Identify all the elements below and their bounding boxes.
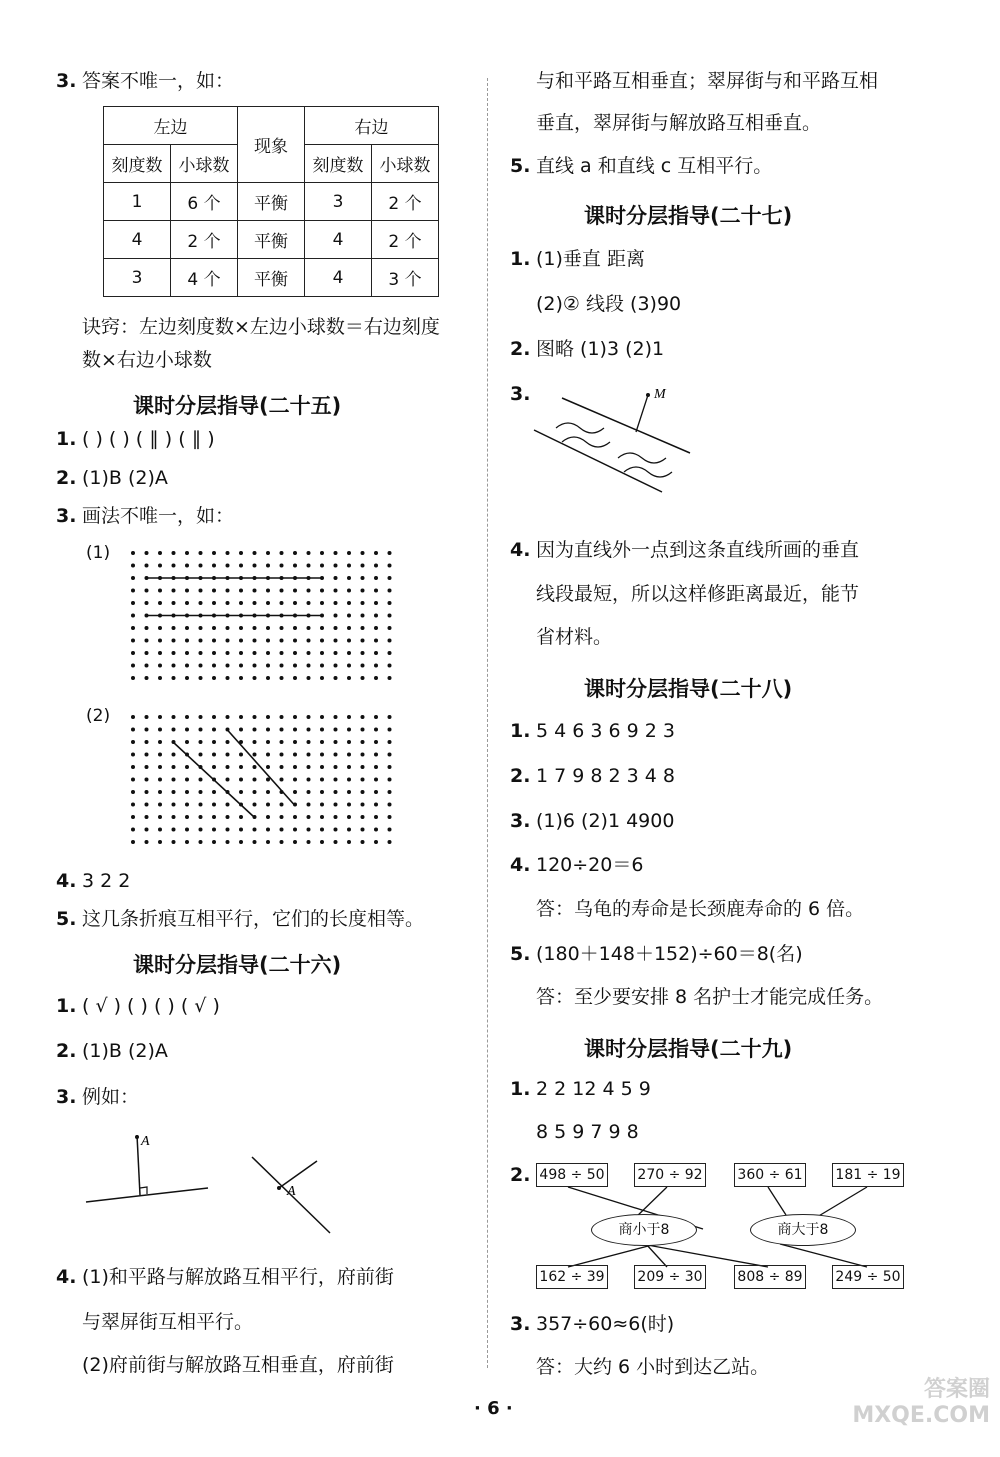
q4-answer: 答：乌龟的寿命是长颈鹿寿命的 6 倍。 [536,898,865,920]
expression-box: 360 ÷ 61 [734,1163,806,1187]
q4-answers: 3 2 2 [82,870,131,892]
q5-equation: (180＋148＋152)÷60＝8(名) [536,943,803,965]
table-cell: 6 个 [171,183,238,221]
table-cell: 4 个 [171,259,238,297]
quotient-less-than-8: 商小于8 [591,1214,697,1246]
q1-answers-line-2: (2)② 线段 (3)90 [536,293,682,315]
q1-number: 1. [56,428,77,450]
q1-number: 1. [56,995,77,1017]
q3-text: 画法不唯一，如： [82,505,235,527]
point-a-label: A [141,1134,150,1149]
q1-answers: ( ) ( ) ( ∥ ) ( ∥ ) [82,428,215,450]
q4-number: 4. [56,1266,77,1288]
expression-box: 162 ÷ 39 [536,1265,608,1289]
table-cell: 平衡 [238,183,305,221]
expression-box: 181 ÷ 19 [832,1163,904,1187]
table-cell: 3 [305,183,372,221]
table-cell: 4 [104,221,171,259]
dot-grid-parallel-diagonal [128,712,398,847]
q3-number: 3. [56,505,77,527]
sub-label-1: (1) [86,543,111,563]
point-a-label: A [287,1184,296,1199]
expression-box: 249 ÷ 50 [832,1265,904,1289]
q1-number: 1. [510,720,531,742]
q1-answers-line-2: 8 5 9 7 9 8 [536,1121,639,1143]
table-cell: 平衡 [238,259,305,297]
q1-answers: 2 2 12 4 5 9 [536,1078,651,1100]
q2-number: 2. [510,338,531,360]
q1-answers: ( √ ) ( ) ( ) ( √ ) [82,995,220,1017]
table-cell: 3 个 [372,259,439,297]
table-header-phenomenon: 现象 [238,107,305,183]
q5-number: 5. [510,943,531,965]
q5-answer: 直线 a 和直线 c 互相平行。 [536,155,773,177]
point-m-label: M [654,387,666,402]
q3-text: 例如： [82,1086,140,1108]
q4-line-3: (2)府前街与解放路互相垂直，府前街 [82,1354,394,1376]
q4-number: 4. [510,854,531,876]
q3-equation: 357÷60≈6(时) [536,1313,675,1335]
section-heading-27: 课时分层指导(二十七) [584,204,793,228]
q4-continued-1: 与和平路互相垂直；翠屏街与和平路互相 [536,70,879,92]
q1-number: 1. [510,248,531,270]
section-heading-29: 课时分层指导(二十九) [584,1037,793,1061]
table-subheader: 刻度数 [104,145,171,183]
table-cell: 2 个 [372,183,439,221]
table-header-left: 左边 [104,107,238,145]
table-cell: 4 [305,259,372,297]
q2-number: 2. [56,467,77,489]
q3-number: 3. [56,1086,77,1108]
q2-number: 2. [510,1164,531,1186]
section-heading-28: 课时分层指导(二十八) [584,677,793,701]
q5-answer: 这几条折痕互相平行，它们的长度相等。 [82,908,425,930]
q1-answers: 5 4 6 3 6 9 2 3 [536,720,675,742]
q2-number: 2. [510,765,531,787]
q5-answer: 答：至少要安排 8 名护士才能完成任务。 [536,986,884,1008]
expression-box: 270 ÷ 92 [634,1163,706,1187]
q4-line-1: 因为直线外一点到这条直线所画的垂直 [536,539,860,561]
q2-number: 2. [56,1040,77,1062]
table-cell: 平衡 [238,221,305,259]
table-row [104,259,439,297]
quotient-greater-than-8: 商大于8 [750,1214,856,1246]
perpendicular-figures [80,1125,340,1245]
q3-number: 3. [510,1313,531,1335]
table-cell: 3 [104,259,171,297]
expression-box: 498 ÷ 50 [536,1163,608,1187]
q3-answers: (1)6 (2)1 4900 [536,810,675,832]
q2-answers: (1)B (2)A [82,1040,168,1062]
q4-line-2: 线段最短，所以这样修距离最近，能节 [536,583,860,605]
table-subheader: 刻度数 [305,145,372,183]
table-row [104,221,439,259]
table-cell: 4 [305,221,372,259]
q1-answers: (1)垂直 距离 [536,248,645,270]
expression-box: 209 ÷ 30 [634,1265,706,1289]
q3-text: 答案不唯一，如： [82,70,235,92]
river-figure [520,380,720,515]
watermark [820,1372,990,1442]
section-heading-26: 课时分层指导(二十六) [133,953,342,977]
q4-continued-2: 垂直，翠屏街与解放路互相垂直。 [536,112,822,134]
q2-answers: 图略 (1)3 (2)1 [536,338,665,360]
q3-number: 3. [510,810,531,832]
sub-label-2: (2) [86,706,111,726]
q5-number: 5. [510,155,531,177]
q4-line-2: 与翠屏街互相平行。 [82,1311,254,1333]
q2-answers: (1)B (2)A [82,467,168,489]
table-cell: 1 [104,183,171,221]
q3-number: 3. [56,70,77,92]
tip-line-1: 诀窍：左边刻度数×左边小球数＝右边刻度 [82,316,440,338]
q5-number: 5. [56,908,77,930]
section-heading-25: 课时分层指导(二十五) [133,394,342,418]
q3-number: 3. [510,383,531,405]
q1-number: 1. [510,1078,531,1100]
q4-line-1: (1)和平路与解放路互相平行，府前街 [82,1266,394,1288]
dot-grid-parallel-horizontal [128,548,398,683]
table-row [104,183,439,221]
q3-answer: 答：大约 6 小时到达乙站。 [536,1356,770,1378]
expression-box: 808 ÷ 89 [734,1265,806,1289]
table-cell: 2 个 [171,221,238,259]
q4-line-3: 省材料。 [536,626,613,648]
tip-line-2: 数×右边小球数 [82,349,212,371]
q4-number: 4. [56,870,77,892]
q4-number: 4. [510,539,531,561]
q2-answers: 1 7 9 8 2 3 4 8 [536,765,675,787]
balance-table [103,106,439,297]
table-header-right: 右边 [305,107,439,145]
table-subheader: 小球数 [171,145,238,183]
page-number: · 6 · [474,1398,513,1419]
table-subheader: 小球数 [372,145,439,183]
watermark-logo: 答案圈 [923,1377,990,1402]
watermark-url: MXQE.COM [852,1403,990,1428]
column-divider [487,78,488,1368]
drawn-parallel-line [227,730,294,805]
q4-equation: 120÷20＝6 [536,854,644,876]
table-cell: 2 个 [372,221,439,259]
